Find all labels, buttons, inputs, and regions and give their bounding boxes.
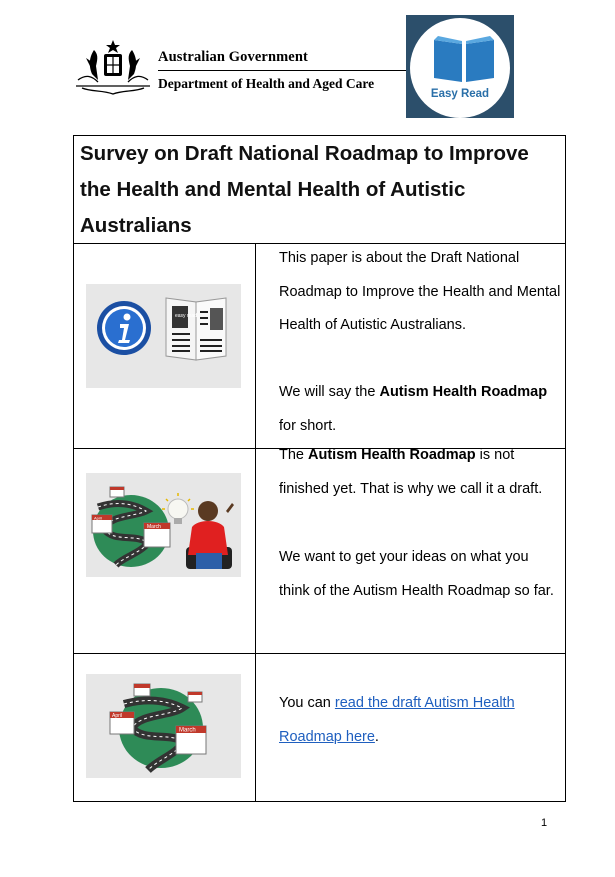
paragraph <box>279 376 561 443</box>
paragraph: This paper is about the Draft National Roadmap to Improve the Health and Mental Health of Autistic Australians. <box>279 250 561 333</box>
text-cell <box>255 243 566 449</box>
roadmap-icon <box>110 684 206 770</box>
paragraph <box>279 687 561 754</box>
roadmap-icon <box>92 487 170 567</box>
table-row <box>73 243 566 448</box>
march-label: March <box>179 727 196 734</box>
table-row <box>73 449 566 653</box>
image-cell <box>73 449 256 654</box>
easy-read-circle <box>410 18 510 118</box>
text-span: The <box>279 447 309 463</box>
roadmap-idea-picture <box>86 473 241 577</box>
paragraph: We want to get your ideas on what you think of the Autism Health Roadmap so far. <box>279 549 554 599</box>
table-row <box>73 654 566 801</box>
booklet-caption: easy read <box>175 313 197 319</box>
easy-read-booklet-icon <box>166 298 226 360</box>
image-cell <box>73 243 256 449</box>
page-number: 1 <box>541 817 548 829</box>
text-span: is not finished yet. That is why we call it a draft. <box>279 447 543 497</box>
image-cell <box>73 654 256 802</box>
content-table <box>73 135 566 801</box>
information-picture <box>86 284 241 388</box>
roadmap-picture <box>86 674 241 778</box>
roadmap-link[interactable]: read the draft Autism Health Roadmap here <box>279 695 515 745</box>
march-label: March <box>147 524 161 530</box>
government-name: Australian Government <box>158 49 308 65</box>
april-label: April <box>112 713 123 719</box>
document-title: Survey on Draft National Roadmap to Improve the Health and Mental Health of Autistic Australians <box>80 142 529 237</box>
government-logo <box>72 36 392 100</box>
text-span: You can <box>279 695 335 711</box>
text-span: . <box>374 728 379 745</box>
info-icon <box>97 301 151 355</box>
easy-read-badge <box>406 15 514 118</box>
open-book-icon <box>432 32 496 84</box>
april-label: April <box>94 515 103 521</box>
text-span: We will say the <box>279 384 380 400</box>
easy-read-label: Easy Read <box>430 88 490 100</box>
text-cell <box>255 449 566 654</box>
coat-of-arms-icon <box>72 36 154 98</box>
bold-term: Autism Health Roadmap <box>308 447 476 463</box>
person-icon <box>186 501 234 569</box>
title-cell <box>73 135 566 244</box>
paragraph <box>279 439 561 506</box>
department-name: Department of Health and Aged Care <box>158 76 375 91</box>
text-cell <box>255 654 566 802</box>
text-span: for short. <box>279 417 337 434</box>
bold-term: Autism Health Roadmap <box>379 384 548 400</box>
